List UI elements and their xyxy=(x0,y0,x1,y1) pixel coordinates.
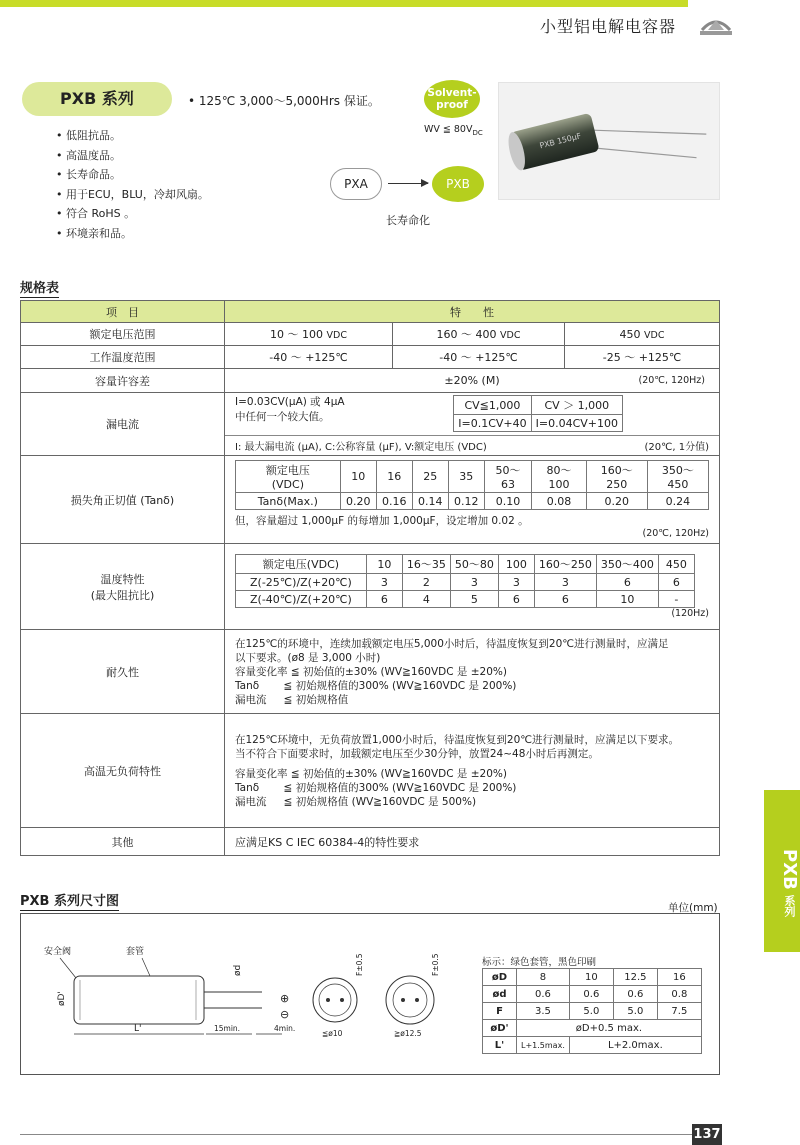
table-cell: 350～400 xyxy=(596,555,658,574)
endurance-value: 在125℃的环境中，连续加载额定电压5,000小时后，待温度恢复到20℃进行测量时，应满足 以下要求。(ø8 是 3,000 小时) 容量变化率 ≦ 初始值的±30% (WV≧160VDC 是 ±20%) Tanδ ≦ 初始规格值的300% (WV≧160VDC 是 200%) 漏电流 ≦ 初始规格值 xyxy=(225,630,720,714)
table-cell: 450 xyxy=(658,555,694,574)
dimension-section-title: PXB 系列尺寸图 xyxy=(20,890,119,911)
spec-section-title: 规格表 xyxy=(20,277,59,298)
feature-item: • 符合 RoHS 。 xyxy=(56,204,209,224)
table-cell: 3 xyxy=(450,574,498,591)
temp-range-1: -40 ～ +125℃ xyxy=(225,346,393,369)
marking-note: 标示：绿色套管，黑色印刷 xyxy=(482,957,597,968)
svg-text:⊕: ⊕ xyxy=(280,992,290,1005)
temp-char-table xyxy=(235,554,695,608)
solvent-proof-badge: Solvent- proof xyxy=(424,80,480,118)
table-cell: 0.20 xyxy=(340,493,376,510)
dimension-unit: 单位(mm) xyxy=(668,902,718,914)
lead-length-label: 15min. xyxy=(214,1024,241,1033)
temp-range-3: -25 ～ +125℃ xyxy=(565,346,720,369)
flow-caption: 长寿命化 xyxy=(386,214,430,227)
svg-text:F±0.5: F±0.5 xyxy=(431,953,440,976)
dimension-drawing xyxy=(30,930,470,1050)
temp-char-value: 额定电压(VDC) 10 16～35 50～80 100 160～250 350～400 450 Z(-25℃)/Z(+20℃) 3 2 3 3 3 6 6 Z(-40℃)/Z(+20℃) 6 4 5 6 6 10 - (120Hz) xyxy=(225,544,720,630)
other-value: 应满足KS C IEC 60384-4的特性要求 xyxy=(225,828,720,856)
table-cell: 35 xyxy=(448,461,484,493)
side-series-tab: PXB系列 xyxy=(764,790,800,952)
table-row-label: 额定电压(VDC) xyxy=(236,555,367,574)
feature-item: • 长寿命品。 xyxy=(56,165,209,185)
table-cell: 6 xyxy=(498,591,534,608)
small-diameter-label: ≦ø10 xyxy=(322,1029,343,1038)
tan-table xyxy=(235,460,709,510)
series-name-badge: PXB 系列 xyxy=(22,82,172,116)
tan-label: 损失角正切值 (Tanδ) xyxy=(21,456,225,544)
table-cell: 0.24 xyxy=(647,493,708,510)
D-label: øD' xyxy=(57,991,67,1006)
series-headline: • 125℃ 3,000～5,000Hrs 保证。 xyxy=(188,94,380,108)
F-label: F±0.5 xyxy=(355,953,364,976)
rated-voltage-range-3: 450 VDC xyxy=(565,323,720,346)
rated-voltage-range-1: 10 ～ 100 VDC xyxy=(225,323,393,346)
tan-value: 额定电压(VDC) 10 16 25 35 50～63 80～100 160～250 350～450 Tanδ(Max.) 0.20 0.16 0.14 0.12 0.10 0.08 0.20 0.24 但，容量超过 1,000μF 的每增加 1,000μF，设定增加 0.02 。 (20℃, 120Hz) xyxy=(225,456,720,544)
table-cell: 10 xyxy=(366,555,402,574)
page-header-title: 小型铝电解电容器 xyxy=(540,17,677,36)
large-diameter-label: ≧ø12.5 xyxy=(394,1029,422,1038)
rated-voltage-range-2: 160 ～ 400 VDC xyxy=(393,323,565,346)
leakage-label: 漏电流 xyxy=(21,393,225,456)
vent-label: 安全阀 xyxy=(44,947,72,957)
feature-list xyxy=(56,126,209,243)
spec-table xyxy=(20,300,720,856)
table-row-label: 额定电压(VDC) xyxy=(236,461,341,493)
table-cell: 3 xyxy=(366,574,402,591)
other-label: 其他 xyxy=(21,828,225,856)
table-row-label: Z(-40℃)/Z(+20℃) xyxy=(236,591,367,608)
wv-condition: WV ≦ $80V_{DC}$ xyxy=(424,124,483,137)
shelf-life-label: 高温无负荷特性 xyxy=(21,714,225,828)
table-cell: 50～80 xyxy=(450,555,498,574)
table-cell: 0.08 xyxy=(532,493,586,510)
table-cell: 0.12 xyxy=(448,493,484,510)
flow-to-node: PXB xyxy=(432,166,484,202)
feature-item: • 用于ECU，BLU，冷却风扇。 xyxy=(56,185,209,205)
lead-end-label: 4min. xyxy=(274,1024,296,1033)
table-cell: 2 xyxy=(402,574,450,591)
arrow-right-icon xyxy=(388,183,428,184)
table-cell: 25 xyxy=(412,461,448,493)
table-cell: 80～100 xyxy=(532,461,586,493)
flow-from-node: PXA xyxy=(330,168,382,200)
leakage-formula-table: CV≦1,000 CV ＞ 1,000 I=0.1CV+40 I=0.04CV+100 xyxy=(453,395,623,432)
table-cell: 160～250 xyxy=(586,461,647,493)
cap-tolerance-label: 容量许容差 xyxy=(21,369,225,393)
feature-item: • 环境亲和品。 xyxy=(56,224,209,244)
table-cell: 0.10 xyxy=(484,493,532,510)
leakage-value: I=0.03CV(μA) 或 4μA 中任何一个较大值。 CV≦1,000 CV ＞ 1,000 I=0.1CV+40 I=0.04CV+100 I: 最大漏电流 (μA), C:公称容量 (μF), V:额定电压 (VDC) (20℃, 1分值) xyxy=(225,393,720,456)
temp-char-label: 温度特性 (最大阻抗比) xyxy=(21,544,225,630)
temp-range-2: -40 ～ +125℃ xyxy=(393,346,565,369)
rated-voltage-label: 额定电压范围 xyxy=(21,323,225,346)
table-cell: - xyxy=(658,591,694,608)
table-cell: 16 xyxy=(376,461,412,493)
table-cell: 0.20 xyxy=(586,493,647,510)
footer-rule xyxy=(20,1134,692,1135)
table-cell: 16～35 xyxy=(402,555,450,574)
sleeve-label: 套管 xyxy=(126,947,145,957)
table-cell: 50～63 xyxy=(484,461,532,493)
feature-item: • 高温度品。 xyxy=(56,146,209,166)
table-cell: 160～250 xyxy=(534,555,596,574)
svg-text:⊖: ⊖ xyxy=(280,1008,290,1021)
temp-range-label: 工作温度范围 xyxy=(21,346,225,369)
table-cell: 6 xyxy=(366,591,402,608)
cap-tolerance-value: ±20% (M) (20℃, 120Hz) xyxy=(225,369,720,393)
table-cell: 0.16 xyxy=(376,493,412,510)
top-accent-bar xyxy=(0,0,688,7)
svg-text:PXB 150μF: PXB 150μF xyxy=(538,131,583,151)
table-cell: 0.14 xyxy=(412,493,448,510)
table-cell: 5 xyxy=(450,591,498,608)
spec-header-item: 项 目 xyxy=(21,301,225,323)
endurance-label: 耐久性 xyxy=(21,630,225,714)
table-cell: 6 xyxy=(658,574,694,591)
table-cell: 3 xyxy=(498,574,534,591)
table-cell: 6 xyxy=(534,591,596,608)
table-cell: 100 xyxy=(498,555,534,574)
table-cell: 350～450 xyxy=(647,461,708,493)
shelf-life-value: 在125℃环境中，无负荷放置1,000小时后，待温度恢复到20℃进行测量时，应满足以下要求。 当不符合下面要求时，加载额定电压至少30分钟，放置24~48小时后再测定。 容量变化率 ≦ 初始值的±30% (WV≧160VDC 是 ±20%) Tanδ ≦ 初始规格值的300% (WV≧160VDC 是 200%) 漏电流 ≦ 初始规格值 (WV≧160VDC 是 500%) xyxy=(225,714,720,828)
capacitor-photo xyxy=(498,82,720,200)
table-row-label: Z(-25℃)/Z(+20℃) xyxy=(236,574,367,591)
table-cell: 6 xyxy=(596,574,658,591)
table-cell: 10 xyxy=(340,461,376,493)
spec-header-characteristics: 特 性 xyxy=(225,301,720,323)
table-cell: 3 xyxy=(534,574,596,591)
table-cell: 10 xyxy=(596,591,658,608)
table-cell: 4 xyxy=(402,591,450,608)
feature-item: • 低阻抗品。 xyxy=(56,126,209,146)
samyoung-logo-icon xyxy=(696,12,736,38)
table-row-label: Tanδ(Max.) xyxy=(236,493,341,510)
dimension-table: øD 8 10 12.5 16 ød 0.6 0.6 0.6 0.8 F 3.5 5.0 5.0 7.5 øD' øD+0.5 max. L' L+1.5max. L+2.0max. xyxy=(482,968,702,1054)
d-label: ød xyxy=(233,964,243,976)
page-number: 137 xyxy=(692,1124,722,1145)
L-label: L' xyxy=(134,1024,142,1034)
